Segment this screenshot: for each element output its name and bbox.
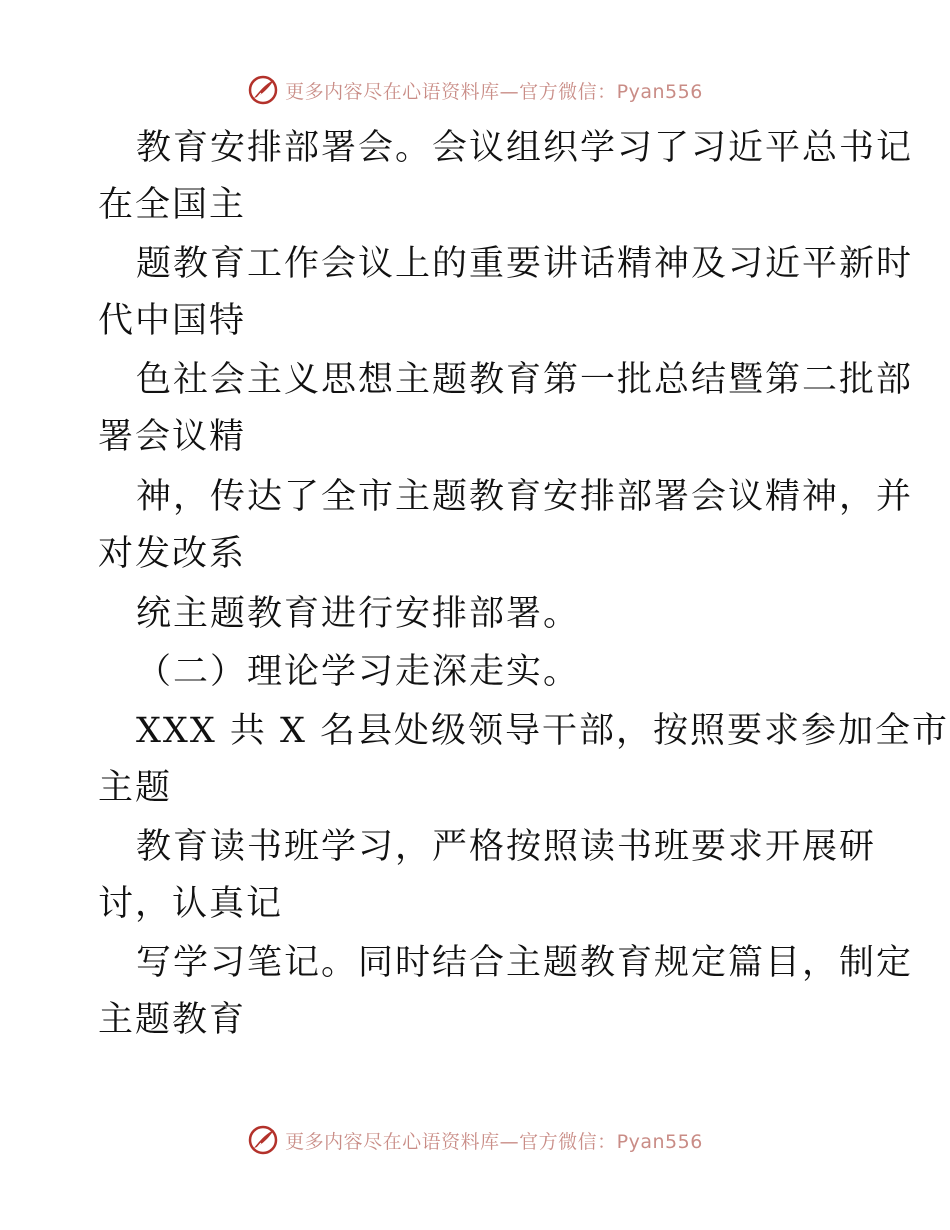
text-line: 教育读书班学习，严格按照读书班要求开展研	[136, 827, 877, 867]
footer-watermark	[0, 1120, 950, 1160]
text-line: 署会议精	[98, 417, 247, 457]
text-line: 对发改系	[98, 534, 247, 574]
text-line: 主题教育	[98, 1000, 247, 1040]
text-line: 在全国主	[98, 185, 247, 225]
text-line: XXX 共 X 名县处级领导干部，按照要求参加全市	[136, 711, 950, 751]
text-line: 代中国特	[98, 301, 247, 341]
quill-logo-icon	[247, 1124, 279, 1156]
text-line: 写学习笔记。同时结合主题教育规定篇目，制定	[136, 943, 914, 983]
text-line: 教育安排部署会。会议组织学习了习近平总书记	[136, 128, 914, 168]
text-line: 讨，认真记	[98, 884, 284, 924]
watermark-text: 更多内容尽在心语资料库—官方微信：Pyan556	[285, 1130, 703, 1153]
quill-logo-icon	[247, 74, 279, 106]
watermark-text: 更多内容尽在心语资料库—官方微信：Pyan556	[285, 80, 703, 103]
text-line: 色社会主义思想主题教育第一批总结暨第二批部	[136, 360, 914, 400]
section-heading: （二）理论学习走深走实。	[136, 652, 581, 692]
text-line: 神，传达了全市主题教育安排部署会议精神，并	[136, 477, 914, 517]
text-line: 统主题教育进行安排部署。	[136, 594, 581, 634]
header-watermark	[0, 70, 950, 110]
text-line: 主题	[98, 768, 173, 808]
text-line: 题教育工作会议上的重要讲话精神及习近平新时	[136, 244, 914, 284]
